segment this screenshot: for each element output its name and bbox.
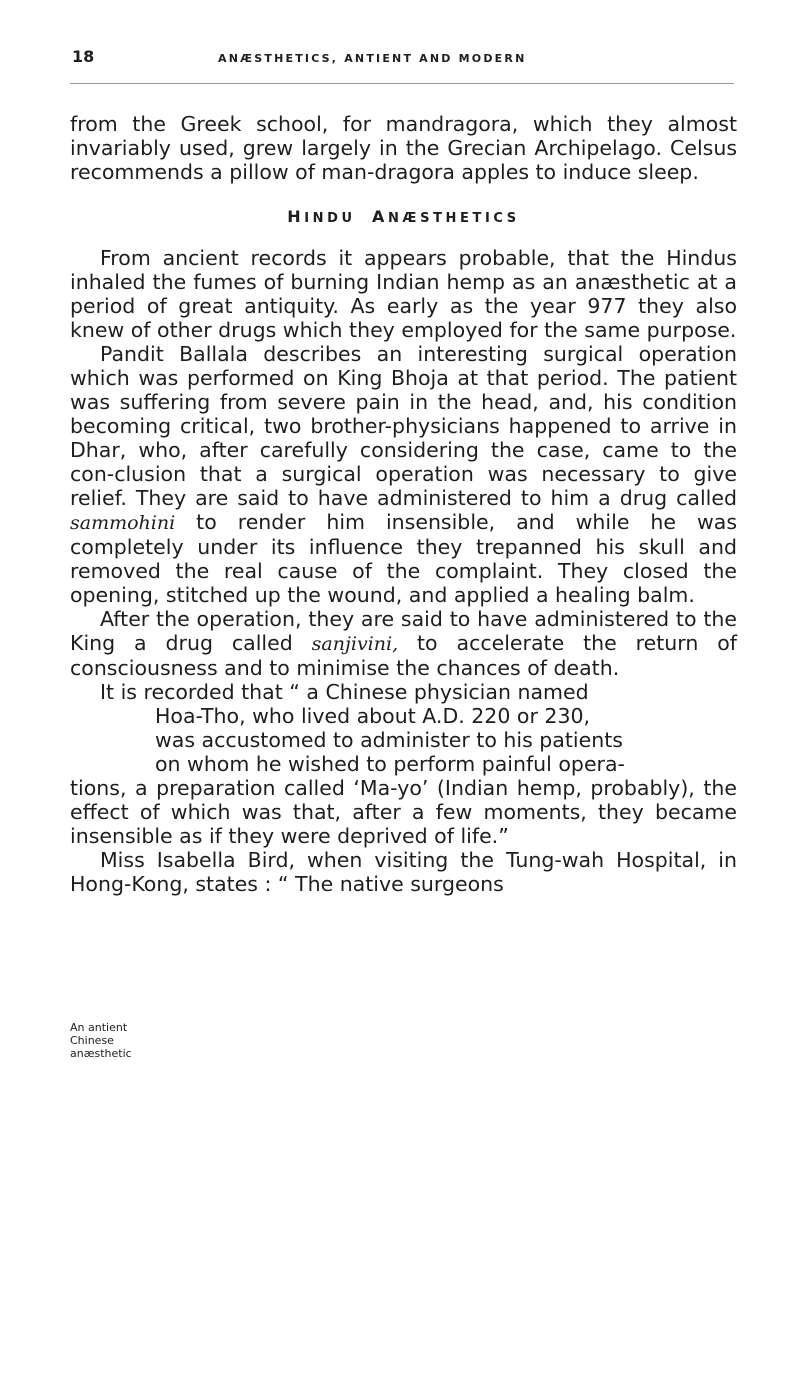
paragraph-bhoja-after: to render him insensible, and while he was completely under its influence they trepanned his skull and removed the real cause of the complaint. They closed the opening, stitched up the wound, and applied a healing balm. bbox=[70, 510, 737, 607]
paragraph-after-rest: to accelerate the return of consciousness and to minimise the chances of death. bbox=[70, 631, 737, 680]
paragraph-chinese-row-4 bbox=[70, 752, 737, 776]
paragraph-isabella-bird: Miss Isabella Bird, when visiting the Tung-wah Hospital, in Hong-Kong, states : “ The native surgeons bbox=[70, 848, 737, 896]
paragraph-chinese-line-3: was accustomed to administer to his patients bbox=[155, 728, 623, 752]
drug-sanjivini: sanjivini, bbox=[311, 633, 399, 655]
header-rule bbox=[70, 83, 734, 84]
running-head: ANÆSTHETICS, ANTIENT AND MODERN bbox=[218, 52, 527, 65]
paragraph-hindu: From ancient records it appears probable, that the Hindus inhaled the fumes of burning Indian hemp as an anæsthetic at a period of great antiquity. As early as the year 977 they also knew of other drugs which they employed for the same purpose. bbox=[70, 246, 737, 342]
paragraph-bhoja bbox=[70, 342, 737, 607]
paragraph-chinese-row-3 bbox=[70, 728, 737, 752]
page-number: 18 bbox=[72, 47, 95, 66]
paragraph-bhoja-before: Pandit Ballala describes an interesting surgical operation which was performed on King Bhoja at that period. The patient was suffering from severe pain in the head, and, his condition becoming critical, two brother-physicians happened to arrive in Dhar, who, after carefully considering the case, came to the con-clusion that a surgical operation was necessary to give relief. They are said to have administered to him a drug called bbox=[70, 342, 737, 510]
section-heading bbox=[70, 205, 737, 231]
paragraph-chinese-line-1: It is recorded that “ a Chinese physician named bbox=[100, 680, 589, 704]
margin-note bbox=[70, 1021, 132, 1060]
paragraph-after-before: After the operation, they are said to have administered to the King a drug called bbox=[70, 607, 737, 655]
drug-sammohini: sammohini bbox=[70, 512, 176, 534]
heading-initial-h: H bbox=[287, 207, 305, 226]
paragraph-chinese-row-2 bbox=[70, 704, 737, 728]
margin-note-line-2: Chinese bbox=[70, 1034, 114, 1047]
margin-note-line-1: An antient bbox=[70, 1021, 128, 1034]
paragraph-chinese-line-4: on whom he wished to perform painful opera- bbox=[155, 752, 625, 776]
paragraph-chinese-line-2: Hoa-Tho, who lived about A.D. 220 or 230, bbox=[155, 704, 591, 728]
paragraph-after-operation bbox=[70, 607, 737, 680]
body-text bbox=[70, 112, 737, 896]
heading-word-anaesthetics: NÆSTHETICS bbox=[387, 211, 520, 226]
margin-note-line-3: anæsthetic bbox=[70, 1047, 132, 1060]
heading-word-hindu: INDU bbox=[304, 211, 356, 226]
heading-initial-a: A bbox=[371, 207, 388, 226]
paragraph-mandragora: from the Greek school, for mandragora, which they almost invariably used, grew largely in the Grecian Archipelago. Celsus recommends a pillow of man-dragora apples to induce sleep. bbox=[70, 112, 737, 184]
paragraph-chinese-rest: tions, a preparation called ‘Ma-yo’ (Indian hemp, probably), the effect of which was that, after a few moments, they became insensible as if they were deprived of life.” bbox=[70, 776, 737, 848]
